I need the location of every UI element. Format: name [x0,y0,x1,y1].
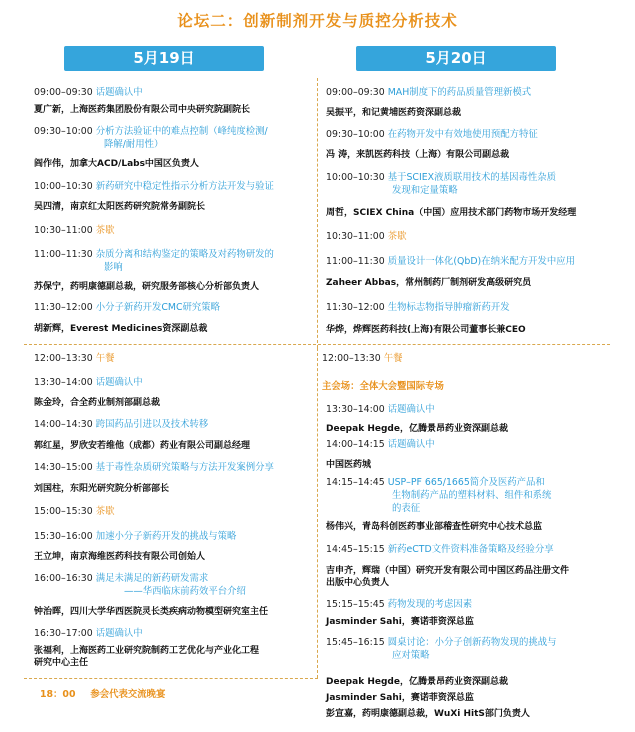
session-break [34,505,114,518]
session-topic-cont: 应对策略 [392,650,430,661]
speaker: 钟治晖，四川大学华西医院灵长类疾病动物模型研究室主任 [34,607,269,617]
session [326,543,554,556]
speaker: 夏广新，上海医药集团股份有限公司中央研究院副院长 [34,105,251,115]
session [34,461,274,474]
main-venue: 主会场：全体大会暨国际专场 [322,381,444,392]
speaker: 陈金玲，合全药业制剂部副总裁 [34,398,161,408]
speaker-cont: 出版中心负责人 [326,578,390,588]
session-topic: 跨国药品引进以及技术转移 [95,419,209,430]
session [326,598,472,611]
speaker-cont: 彭宣嘉，药明康德副总裁，WuXi HitS部门负责人 [326,709,530,719]
session-time: 14:00–14:15 [326,439,385,450]
session-topic: 满足未满足的新药研发需求 [95,573,209,584]
session-topic: 新药研究中稳定性指示分析方法开发与验证 [95,181,274,192]
speaker: 王立坤，南京海维医药科技有限公司创始人 [34,552,206,562]
session-topic: 基于毒性杂质研究策略与方法开发案例分享 [95,462,274,473]
session-time: 13:30–14:00 [34,377,93,388]
session-time: 11:30–12:00 [34,302,93,313]
session-topic: 新药eCTD文件资料准备策略及经验分享 [387,544,554,555]
session-time: 11:00–11:30 [34,249,93,260]
session-topic-cont: 影响 [104,262,123,273]
session-topic: 小分子新药开发CMC研究策略 [95,302,221,313]
session-topic-cont: 发现和定量策略 [392,185,458,196]
session [34,125,268,138]
session-topic: 参会代表交流晚宴 [90,689,166,700]
session [34,530,236,543]
speaker-cont: Jasminder Sahi，赛诺菲资深总监 [326,693,474,703]
session-topic-cont: 生物制药产品的塑料材料、组件和系统 [392,490,552,501]
session-topic: USP–PF 665/1665简介及医药产品和 [387,477,545,488]
session-topic: 质量设计一体化(QbD)在纳米配方开发中应用 [387,256,575,267]
session-time: 18：00 [40,689,76,700]
session-time: 13:30–14:00 [326,404,385,415]
session-time: 16:30–17:00 [34,628,93,639]
session-topic-cont: ——华西临床前药效平台介绍 [124,586,246,597]
session [326,255,575,268]
session-topic: 圆桌讨论：小分子创新药物发现的挑战与 [387,637,557,648]
session-time: 12:00–13:30 [34,353,93,364]
speaker: 冯 涛，来凯医药科技（上海）有限公司副总裁 [326,150,510,160]
session-topic: 话题确认中 [95,87,143,98]
session [34,301,220,314]
speaker: 刘国柱，东阳光研究院分析部部长 [34,484,170,494]
session-topic-cont: 的表征 [392,503,421,514]
speaker: 周哲，SCIEX China（中国）应用技术部门药物市场开发经理 [326,208,577,218]
session-lunch [34,352,114,365]
session-time: 14:15–14:45 [326,477,385,488]
session-time: 10:00–10:30 [326,172,385,183]
session-break [326,230,406,243]
session [34,418,208,431]
session [326,128,538,141]
session-topic: 分析方法验证中的难点控制（峰纯度检测/ [95,126,268,137]
session-time: 09:30–10:00 [34,126,93,137]
speaker: 苏保宁，药明康德副总裁，研究服务部核心分析部负责人 [34,282,260,292]
speaker: 郭红星，罗欣安若维他（成都）药业有限公司副总经理 [34,441,251,451]
speaker-cont: 研究中心主任 [34,658,89,668]
session-time: 10:00–10:30 [34,181,93,192]
session-time: 09:00–09:30 [34,87,93,98]
session [34,248,274,261]
speaker: Deepak Hegde，亿腾景昂药业资深副总裁 [326,424,508,434]
session-topic: 杂质分离和结构鉴定的策略及对药物研发的 [95,249,274,260]
session [34,180,274,193]
session-topic: 药物发现的考虑因素 [387,599,473,610]
session-topic: 在药物开发中有效地使用预配方特征 [387,129,538,140]
session-break [34,224,114,237]
speaker: 吉申齐，辉瑞（中国）研究开发有限公司中国区药品注册文件 [326,566,570,576]
speaker: Deepak Hegde，亿腾景昂药业资深副总裁 [326,677,508,687]
session [326,438,435,451]
day1-panel-border [24,344,316,345]
speaker: 华烨，烨辉医药科技(上海)有限公司董事长兼CEO [326,325,526,335]
center-divider [317,78,318,348]
session-topic: 午餐 [95,353,115,364]
session-time: 12:00–13:30 [322,353,381,364]
speaker: 中国医药城 [326,460,372,470]
speaker: 张福利，上海医药工业研究院制药工艺优化与产业化工程 [34,646,260,656]
speaker: 杨伟兴，青岛科创医药事业部稽查性研究中心技术总监 [326,522,543,532]
session-time: 16:00–16:30 [34,573,93,584]
session-topic: 话题确认中 [95,628,143,639]
speaker: 胡新辉，Everest Medicines资深副总裁 [34,324,208,334]
session-lunch [322,352,402,365]
session-time: 10:30–11:00 [34,225,93,236]
day1-date-banner: 5月19日 [64,46,264,71]
session-topic: MAH制度下的药品质量管理新模式 [387,87,532,98]
session [326,86,531,99]
dinner [40,688,165,701]
page-title: 论坛二：创新制剂开发与质控分析技术 [177,12,458,30]
session-topic: 话题确认中 [95,377,143,388]
center-divider-lower [317,348,318,678]
session-topic: 话题确认中 [387,404,435,415]
session-time: 11:00–11:30 [326,256,385,267]
bottom-divider [24,678,318,679]
session-topic: 茶歇 [387,231,407,242]
session [326,301,510,314]
session [34,627,143,640]
session-topic: 话题确认中 [387,439,435,450]
speaker: Jasminder Sahi，赛诺菲资深总监 [326,617,474,627]
session-topic: 茶歇 [95,506,115,517]
session-time: 14:00–14:30 [34,419,93,430]
session-time: 09:00–09:30 [326,87,385,98]
speaker: 吴振平，和记黄埔医药资深副总裁 [326,108,462,118]
session [34,86,143,99]
session-time: 15:30–16:00 [34,531,93,542]
session-topic: 午餐 [383,353,403,364]
speaker: Zaheer Abbas，常州制药厂制剂研发高级研究员 [326,278,532,288]
session-topic: 加速小分子新药开发的挑战与策略 [95,531,237,542]
session [34,572,208,585]
session-topic: 茶歇 [95,225,115,236]
session-time: 15:45–16:15 [326,637,385,648]
session-topic-cont: 降解/耐用性） [104,139,164,150]
day2-panel-border [318,344,610,345]
session-topic: 生物标志物指导肿瘤新药开发 [387,302,510,313]
session [326,403,435,416]
session-topic: 基于SCIEX液质联用技术的基因毒性杂质 [387,172,556,183]
session [326,636,556,649]
session [34,376,143,389]
session-time: 10:30–11:00 [326,231,385,242]
speaker: 吴四清，南京红太阳医药研究院常务副院长 [34,202,206,212]
session-time: 09:30–10:00 [326,129,385,140]
session-time: 15:15–15:45 [326,599,385,610]
day2-date-banner: 5月20日 [356,46,556,71]
session-time: 11:30–12:00 [326,302,385,313]
speaker: 阎作伟，加拿大ACD/Labs中国区负责人 [34,159,199,169]
session-time: 14:45–15:15 [326,544,385,555]
session [326,476,545,489]
session-time: 14:30–15:00 [34,462,93,473]
session-time: 15:00–15:30 [34,506,93,517]
session [326,171,556,184]
